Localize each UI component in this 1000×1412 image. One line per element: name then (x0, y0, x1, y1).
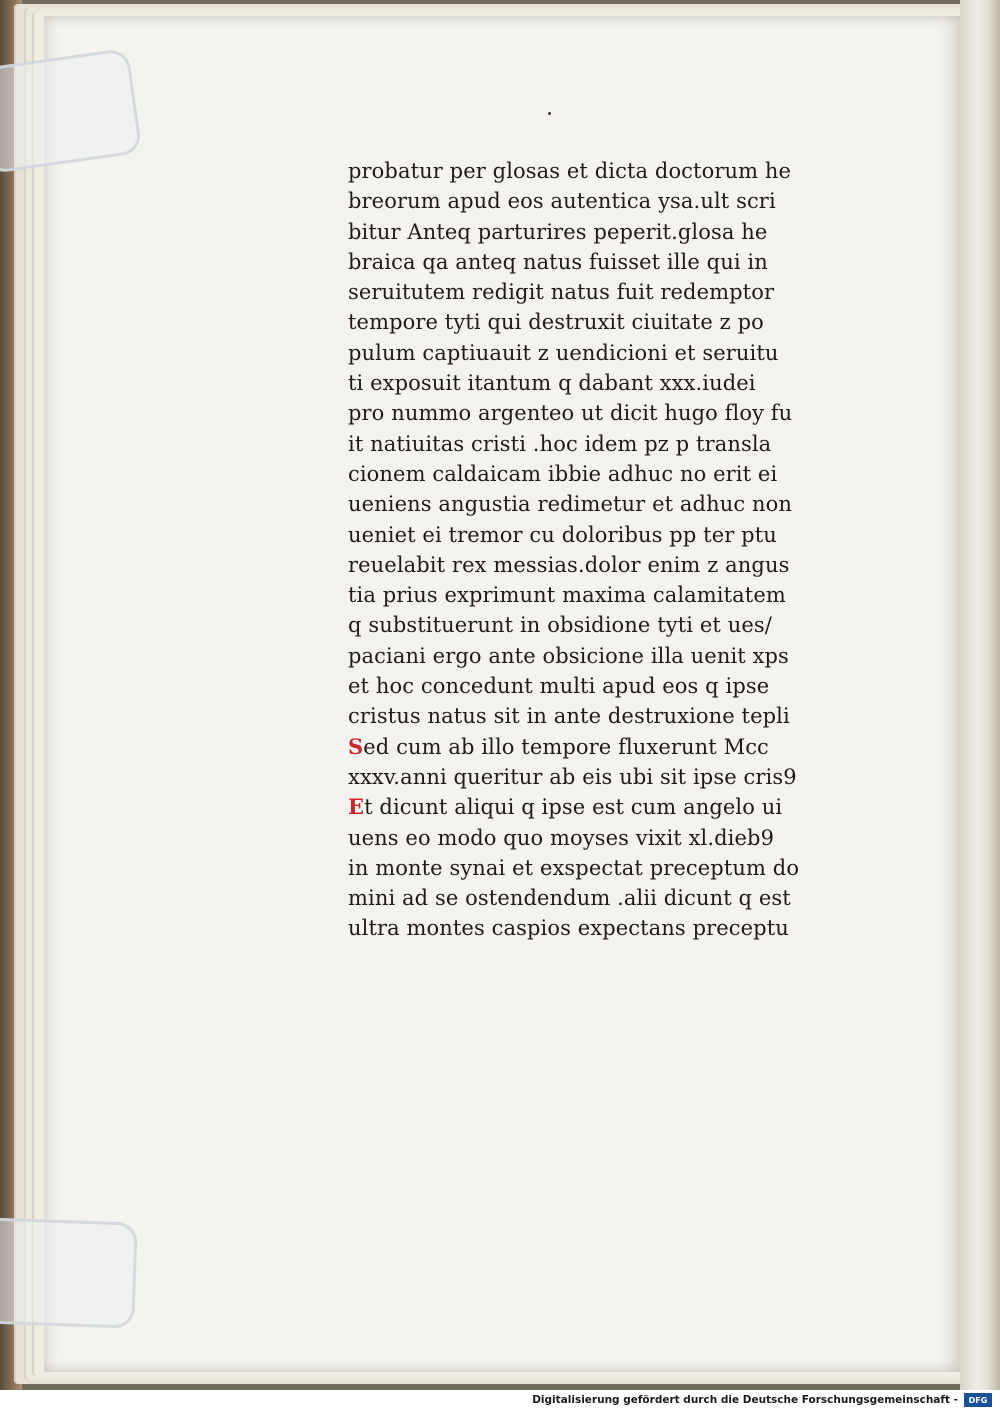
line-text: pulum captiuauit z uendicioni et seruitu (348, 340, 779, 365)
text-line (348, 368, 838, 398)
line-text: bitur Anteq parturires peperit.glosa he (348, 219, 768, 244)
line-text: seruitutem redigit natus fuit redemptor (348, 280, 775, 305)
text-line (348, 671, 838, 701)
line-text: cionem caldaicam ibbie adhuc no erit ei (348, 461, 778, 486)
line-text: q substituerunt in obsidione tyti et ues/ (348, 613, 772, 638)
line-text: ueniet ei tremor cu doloribus pp ter ptu (348, 522, 777, 547)
line-text: xxxv.anni queritur ab eis ubi sit ipse cris9 (348, 764, 797, 789)
line-text: et hoc concedunt multi apud eos q ipse (348, 674, 770, 699)
line-text: ed cum ab illo tempore fluxerunt Mcc (363, 734, 769, 759)
text-line (348, 883, 838, 913)
text-line (348, 610, 838, 640)
line-text: paciani ergo ante obsicione illa uenit xps (348, 643, 789, 668)
text-line (348, 792, 838, 822)
incunable-text-block (348, 156, 838, 944)
line-text: it natiuitas cristi .hoc idem pz p transla (348, 431, 772, 456)
text-line (348, 853, 838, 883)
page-clip-bottom (0, 1217, 138, 1328)
line-text: braica qa anteq natus fuisset ille qui in (348, 249, 768, 274)
facing-page-edge (960, 0, 1000, 1390)
text-line (348, 307, 838, 337)
ink-speck (548, 112, 551, 115)
text-line (348, 641, 838, 671)
line-text: ultra montes caspios expectans preceptu (348, 916, 789, 941)
line-text: tia prius exprimunt maxima calamitatem (348, 583, 786, 608)
text-line (348, 429, 838, 459)
line-text: ti exposuit itantum q dabant xxx.iudei (348, 371, 756, 396)
line-text: t dicunt aliqui q ipse est cum angelo ui (364, 795, 783, 820)
page-clip-top (0, 48, 143, 175)
text-line (348, 398, 838, 428)
line-text: uens eo modo quo moyses vixit xl.dieb9 (348, 825, 775, 850)
text-line (348, 580, 838, 610)
text-line (348, 520, 838, 550)
text-line (348, 732, 838, 762)
text-line (348, 913, 838, 943)
dfg-logo: DFG (964, 1393, 992, 1407)
dfg-credit-text: Digitalisierung gefördert durch die Deutsche Forschungsgemeinschaft - (532, 1394, 958, 1406)
text-line (348, 247, 838, 277)
line-text: ueniens angustia redimetur et adhuc non (348, 492, 792, 517)
text-line (348, 217, 838, 247)
text-line (348, 823, 838, 853)
line-text: probatur per glosas et dicta doctorum he (348, 159, 792, 183)
text-line (348, 156, 838, 186)
text-line (348, 701, 838, 731)
line-text: mini ad se ostendendum .alii dicunt q est (348, 886, 791, 911)
line-text: reuelabit rex messias.dolor enim z angus (348, 552, 790, 577)
text-line (348, 459, 838, 489)
text-line (348, 550, 838, 580)
text-line (348, 338, 838, 368)
rubric-initial: S (348, 733, 364, 759)
line-text: in monte synai et exspectat preceptum do (348, 855, 800, 880)
line-text: tempore tyti qui destruxit ciuitate z po (348, 310, 764, 335)
line-text: cristus natus sit in ante destruxione tepli (348, 704, 790, 729)
text-line (348, 277, 838, 307)
rubric-initial: E (348, 794, 365, 820)
line-text: pro nummo argenteo ut dicit hugo floy fu (348, 401, 793, 426)
text-line (348, 762, 838, 792)
text-line (348, 489, 838, 519)
line-text: breorum apud eos autentica ysa.ult scri (348, 189, 776, 214)
text-line (348, 186, 838, 216)
